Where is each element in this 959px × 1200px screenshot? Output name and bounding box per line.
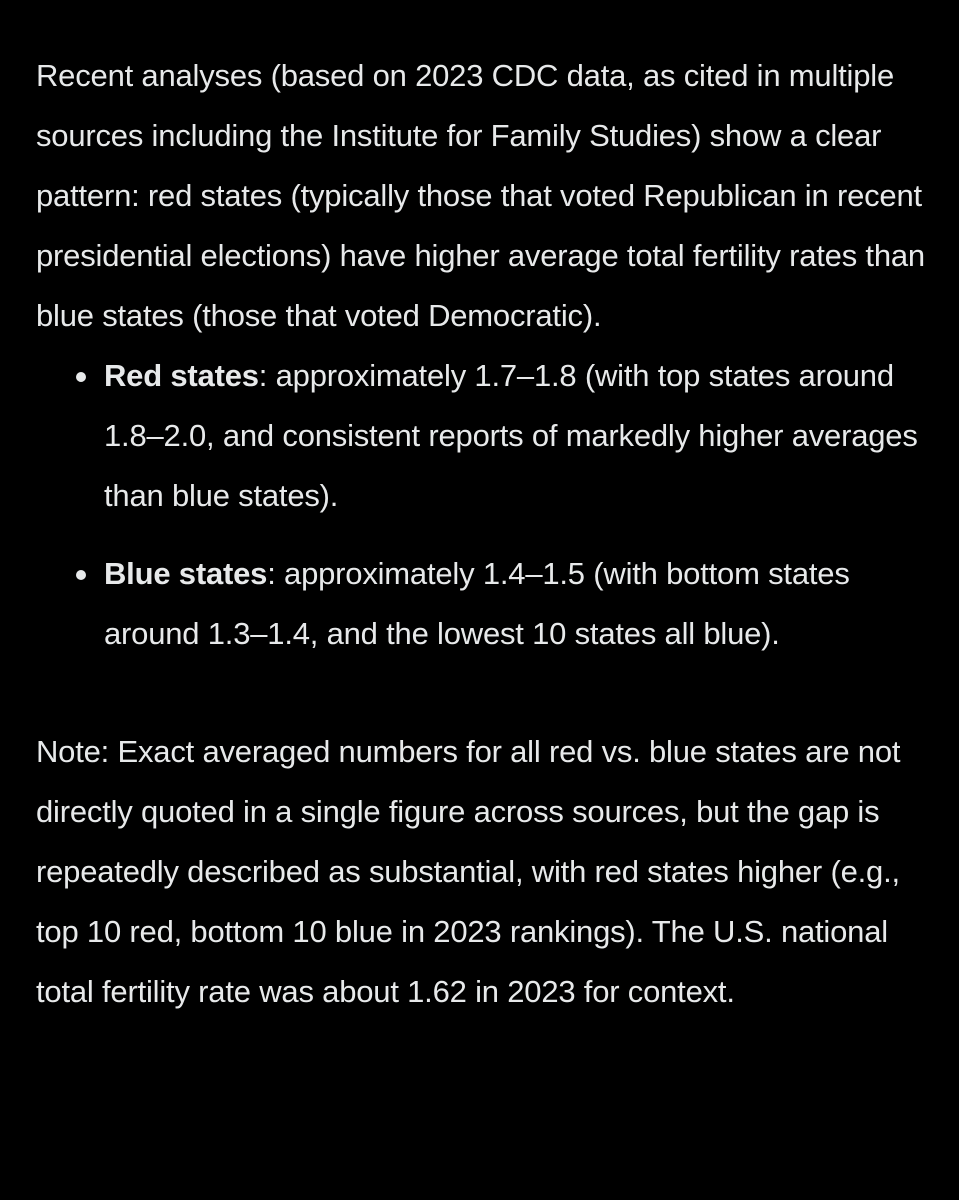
- list-item-label: Blue states: [104, 556, 268, 591]
- list-item-red-states: [36, 346, 926, 526]
- fertility-list: [36, 346, 926, 664]
- note-paragraph: Note: Exact averaged numbers for all red vs. blue states are not directly quoted in a single figure across sources, but the gap is repeatedly described as substantial, with red states higher (e.g., top 10 red, bottom 10 blue in 2023 rankings). The U.S. national total fertility rate was about 1.62 in 2023 for context.: [36, 734, 901, 1009]
- list-item-label: Red states: [104, 358, 259, 393]
- bullet-icon: [76, 372, 86, 382]
- post-body: [36, 46, 926, 1022]
- bullet-icon: [76, 570, 86, 580]
- list-item-text: : approximately 1.4–1.5 (with bottom states around 1.3–1.4, and the lowest 10 states all blue).: [104, 556, 850, 651]
- intro-paragraph: Recent analyses (based on 2023 CDC data, as cited in multiple sources including the Institute for Family Studies) show a clear pattern: red states (typically those that voted Republican in recent presidential elections) have higher average total fertility rates than blue states (those that voted Democratic).: [36, 58, 925, 333]
- list-item-blue-states: [36, 544, 926, 664]
- list-item-text: : approximately 1.7–1.8 (with top states around 1.8–2.0, and consistent reports of markedly higher averages than blue states).: [104, 358, 918, 513]
